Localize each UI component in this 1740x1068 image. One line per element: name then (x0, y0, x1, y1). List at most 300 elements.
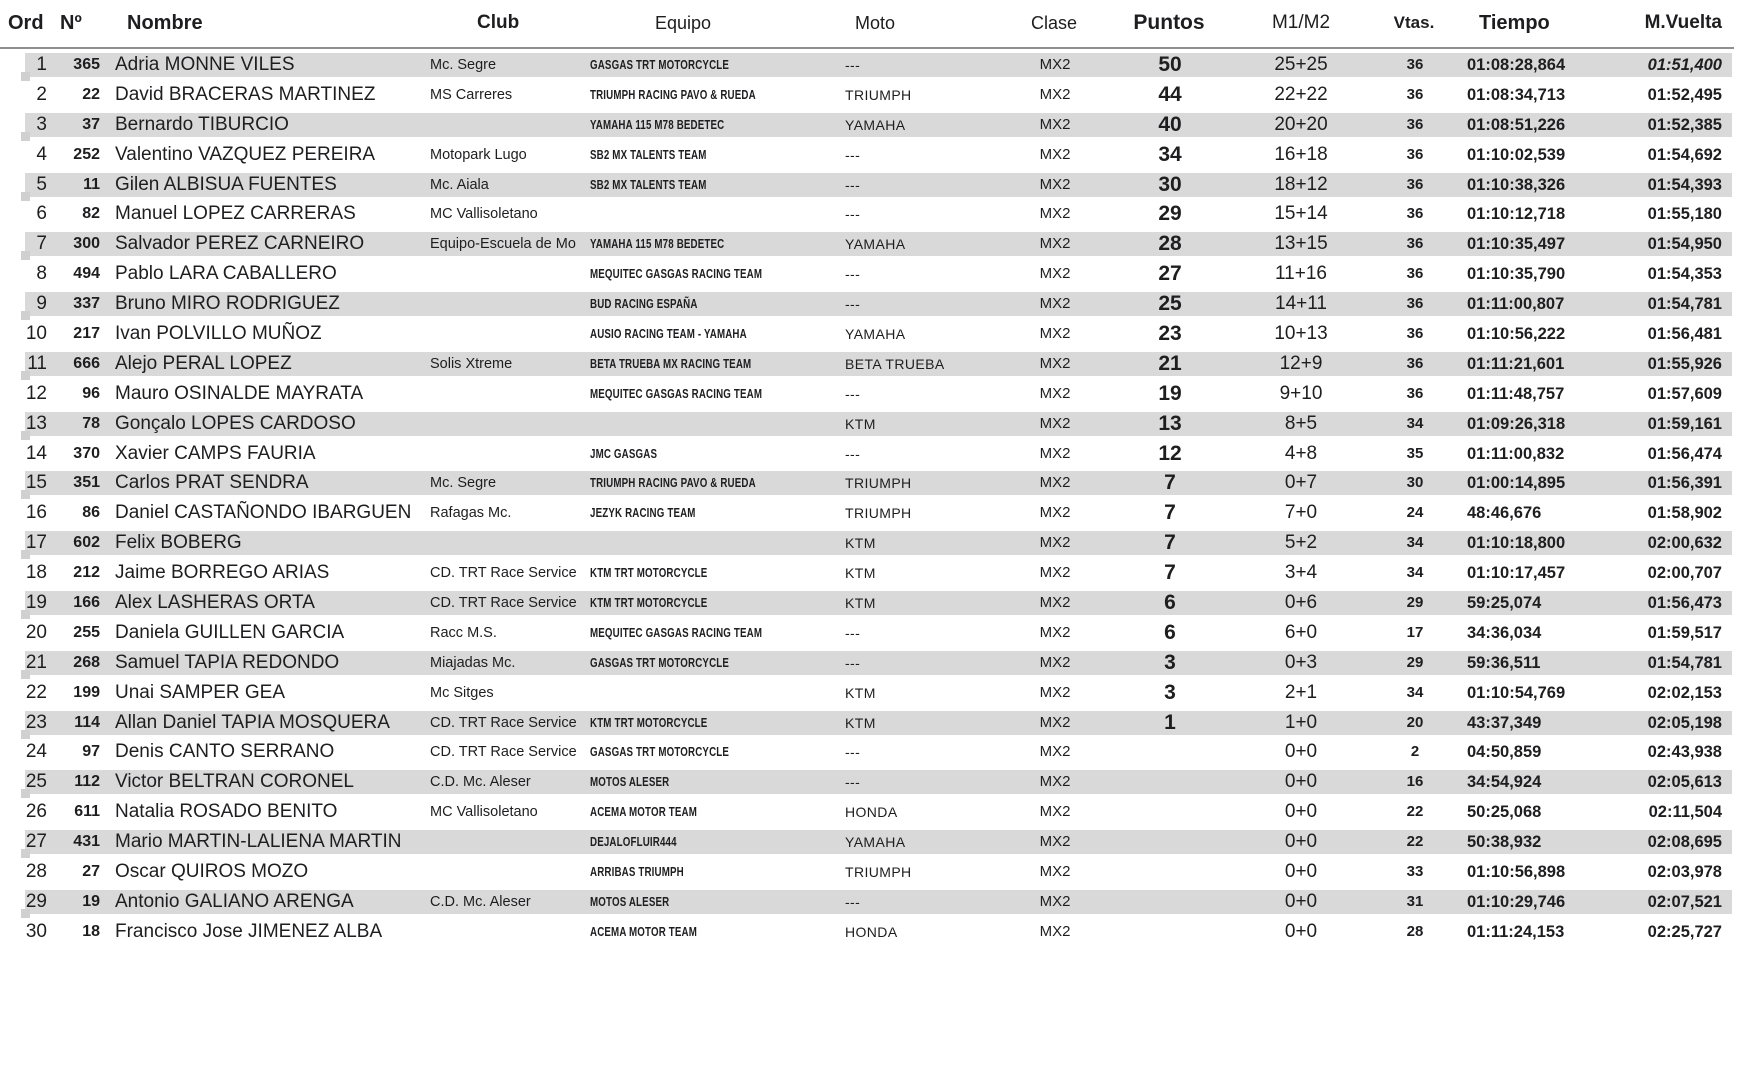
cell-best-lap: 02:11,504 (1648, 803, 1722, 822)
cell-moto: TRIUMPH (845, 86, 912, 103)
table-row (0, 498, 1740, 528)
cell-points: 3 (1164, 680, 1176, 704)
cell-moto: --- (845, 146, 861, 163)
cell-total-time: 01:10:17,457 (1467, 564, 1566, 583)
cell-moto: --- (845, 893, 861, 910)
col-header-class: Clase (1031, 13, 1078, 33)
cell-laps: 36 (1406, 56, 1424, 73)
table-row (0, 917, 1740, 947)
cell-rider-number: 18 (82, 922, 100, 940)
cell-total-time: 59:25,074 (1467, 594, 1542, 613)
cell-rider-number: 37 (82, 115, 100, 133)
cell-team: MEQUITEC GASGAS RACING TEAM (590, 625, 763, 640)
table-body (0, 50, 1740, 947)
cell-club: CD. TRT Race Service (430, 565, 577, 582)
cell-club: C.D. Mc. Aleser (430, 893, 531, 910)
cell-points: 23 (1158, 322, 1182, 346)
cell-rider-name: Allan Daniel TAPIA MOSQUERA (115, 711, 390, 733)
col-header-laps: Vtas. (1393, 13, 1435, 32)
cell-rider-name: Felix BOBERG (115, 532, 242, 554)
cell-rider-name: Alex LASHERAS ORTA (115, 592, 315, 614)
cell-total-time: 01:10:18,800 (1467, 534, 1566, 553)
cell-rider-name: Ivan POLVILLO MUÑOZ (115, 323, 322, 345)
cell-rider-number: 268 (73, 653, 100, 671)
cell-rider-name: Natalia ROSADO BENITO (115, 801, 338, 823)
cell-laps: 34 (1406, 414, 1424, 432)
cell-best-lap: 01:56,474 (1647, 444, 1722, 463)
cell-total-time: 50:25,068 (1467, 803, 1542, 822)
cell-moto: YAMAHA (845, 326, 906, 343)
cell-moto: BETA TRUEBA (845, 355, 945, 372)
cell-best-lap: 01:54,393 (1647, 175, 1722, 194)
cell-points: 27 (1158, 262, 1182, 286)
cell-m1m2: 0+0 (1284, 741, 1318, 763)
cell-rider-number: 166 (73, 594, 100, 612)
cell-rider-name: Salvador PEREZ CARNEIRO (115, 233, 365, 255)
cell-class: MX2 (1039, 145, 1071, 163)
cell-moto: KTM (845, 595, 876, 612)
col-header-m1m2: M1/M2 (1271, 12, 1331, 33)
cell-position: 27 (25, 831, 47, 853)
cell-points: 50 (1158, 53, 1182, 76)
cell-total-time: 34:36,034 (1467, 623, 1542, 642)
cell-rider-number: 337 (73, 295, 100, 313)
cell-best-lap: 01:59,517 (1647, 623, 1722, 642)
cell-points: 12 (1158, 441, 1182, 465)
cell-class: MX2 (1039, 325, 1071, 343)
cell-position: 16 (25, 502, 47, 524)
cell-position: 3 (36, 113, 47, 135)
cell-total-time: 48:46,676 (1467, 504, 1542, 523)
cell-position: 20 (25, 621, 47, 643)
cell-moto: YAMAHA (845, 116, 906, 133)
col-header-club: Club (477, 12, 520, 33)
cell-rider-name: Mario MARTIN-LALIENA MARTIN (115, 831, 402, 853)
cell-team: JMC GASGAS (590, 446, 658, 461)
cell-position: 15 (25, 472, 47, 494)
cell-team: YAMAHA 115 M78 BEDETEC (590, 117, 725, 132)
cell-class: MX2 (1039, 414, 1071, 432)
cell-points: 34 (1158, 142, 1182, 166)
cell-moto: --- (845, 744, 861, 761)
table-header (0, 0, 1734, 49)
cell-best-lap: 01:52,385 (1647, 115, 1722, 134)
cell-team: JEZYK RACING TEAM (590, 506, 696, 521)
table-row (0, 708, 1740, 738)
cell-rider-name: Jaime BORREGO ARIAS (115, 562, 330, 584)
cell-best-lap: 02:05,198 (1647, 713, 1722, 732)
cell-class: MX2 (1039, 175, 1071, 193)
cell-rider-number: 300 (73, 235, 100, 253)
cell-position: 9 (36, 293, 47, 315)
cell-team: YAMAHA 115 M78 BEDETEC (590, 237, 725, 252)
cell-moto: TRIUMPH (845, 505, 912, 522)
cell-moto: --- (845, 176, 861, 193)
cell-rider-name: Pablo LARA CABALLERO (115, 263, 337, 285)
cell-class: MX2 (1039, 653, 1071, 671)
cell-rider-name: Francisco Jose JIMENEZ ALBA (115, 920, 383, 942)
cell-laps: 36 (1406, 85, 1424, 103)
cell-class: MX2 (1039, 56, 1071, 73)
cell-moto: --- (845, 385, 861, 402)
cell-points: 13 (1158, 411, 1182, 435)
cell-class: MX2 (1039, 354, 1071, 372)
cell-rider-number: 97 (82, 743, 100, 761)
table-row (0, 199, 1740, 229)
cell-position: 23 (25, 711, 47, 733)
cell-position: 25 (25, 771, 47, 793)
cell-club: CD. TRT Race Service (430, 744, 577, 761)
cell-points: 25 (1158, 292, 1182, 316)
cell-laps: 36 (1406, 265, 1424, 283)
table-row (0, 439, 1740, 469)
cell-total-time: 59:36,511 (1467, 653, 1541, 672)
cell-club: C.D. Mc. Aleser (430, 774, 531, 791)
cell-rider-number: 96 (82, 384, 100, 402)
cell-class: MX2 (1039, 235, 1071, 253)
cell-total-time: 01:10:56,898 (1467, 863, 1566, 882)
cell-m1m2: 0+7 (1284, 472, 1318, 494)
cell-position: 24 (25, 741, 47, 763)
cell-position: 14 (25, 442, 47, 464)
cell-best-lap: 01:59,161 (1647, 414, 1722, 433)
cell-club: Miajadas Mc. (430, 654, 516, 671)
cell-rider-number: 666 (73, 354, 100, 372)
cell-class: MX2 (1039, 115, 1071, 133)
cell-best-lap: 01:54,353 (1647, 265, 1722, 284)
cell-club: MC Vallisoletano (430, 804, 538, 821)
table-row (0, 170, 1740, 200)
cell-position: 5 (36, 173, 47, 195)
cell-laps: 33 (1406, 863, 1424, 881)
cell-rider-number: 212 (73, 564, 100, 582)
cell-moto: --- (845, 654, 861, 671)
cell-m1m2: 18+12 (1274, 173, 1328, 195)
cell-rider-name: Carlos PRAT SENDRA (115, 472, 309, 494)
cell-best-lap: 02:07,521 (1647, 892, 1722, 911)
cell-laps: 36 (1406, 115, 1424, 133)
cell-position: 10 (25, 323, 47, 345)
cell-rider-number: 78 (82, 414, 100, 432)
cell-m1m2: 8+5 (1284, 412, 1318, 434)
cell-team: ARRIBAS TRIUMPH (590, 865, 684, 880)
cell-club: Racc M.S. (430, 624, 497, 641)
cell-m1m2: 0+0 (1284, 920, 1318, 942)
cell-moto: --- (845, 266, 861, 283)
cell-team: MEQUITEC GASGAS RACING TEAM (590, 267, 763, 282)
cell-best-lap: 02:00,707 (1647, 564, 1722, 583)
cell-rider-number: 365 (73, 56, 100, 73)
table-row (0, 110, 1740, 140)
table-row (0, 229, 1740, 259)
cell-position: 28 (25, 861, 47, 883)
cell-m1m2: 12+9 (1279, 352, 1323, 374)
col-header-name: Nombre (127, 12, 203, 34)
cell-class: MX2 (1039, 265, 1071, 283)
cell-moto: --- (845, 624, 861, 641)
cell-points: 28 (1158, 232, 1182, 256)
cell-m1m2: 10+13 (1274, 323, 1328, 345)
col-header-team: Equipo (655, 13, 712, 33)
cell-total-time: 01:10:12,718 (1467, 205, 1566, 224)
cell-m1m2: 11+16 (1275, 263, 1327, 285)
table-row (0, 409, 1740, 439)
cell-total-time: 04:50,859 (1467, 743, 1542, 762)
cell-class: MX2 (1039, 594, 1071, 612)
cell-rider-name: Manuel LOPEZ CARRERAS (115, 203, 356, 225)
cell-m1m2: 14+11 (1275, 293, 1327, 315)
cell-position: 22 (25, 681, 47, 703)
cell-laps: 30 (1406, 474, 1424, 492)
cell-moto: KTM (845, 565, 876, 582)
table-row (0, 588, 1740, 618)
cell-total-time: 01:09:26,318 (1467, 414, 1566, 433)
cell-position: 13 (25, 412, 47, 434)
cell-total-time: 01:11:48,757 (1467, 384, 1565, 403)
cell-team: BETA TRUEBA MX RACING TEAM (590, 356, 752, 371)
cell-laps: 20 (1406, 713, 1424, 731)
cell-rider-number: 494 (73, 265, 100, 283)
cell-total-time: 01:10:54,769 (1467, 683, 1566, 702)
table-row (0, 140, 1740, 170)
cell-team: KTM TRT MOTORCYCLE (590, 596, 708, 611)
cell-best-lap: 02:25,727 (1647, 922, 1722, 941)
cell-total-time: 01:00:14,895 (1467, 474, 1566, 493)
cell-laps: 17 (1406, 623, 1424, 641)
table-row (0, 259, 1740, 289)
cell-rider-name: Oscar QUIROS MOZO (115, 861, 309, 883)
cell-best-lap: 02:02,153 (1647, 683, 1722, 702)
cell-position: 26 (25, 801, 47, 823)
cell-total-time: 43:37,349 (1467, 713, 1542, 732)
cell-moto: KTM (845, 714, 876, 731)
cell-position: 6 (36, 203, 47, 225)
cell-club: Mc. Segre (430, 475, 497, 492)
cell-total-time: 01:11:00,807 (1467, 295, 1565, 314)
cell-rider-number: 19 (82, 892, 100, 910)
cell-points: 7 (1164, 531, 1176, 555)
cell-rider-name: Samuel TAPIA REDONDO (115, 651, 340, 673)
cell-m1m2: 0+6 (1284, 592, 1318, 614)
cell-laps: 34 (1406, 564, 1424, 582)
cell-position: 12 (25, 382, 47, 404)
cell-team: GASGAS TRT MOTORCYCLE (590, 745, 730, 760)
cell-points: 19 (1158, 381, 1182, 405)
cell-club: Mc. Aiala (430, 176, 489, 193)
cell-rider-name: David BRACERAS MARTINEZ (115, 83, 376, 105)
cell-best-lap: 02:03,978 (1647, 863, 1722, 882)
cell-best-lap: 01:55,926 (1647, 354, 1722, 373)
col-header-moto: Moto (855, 13, 896, 33)
col-header-time: Tiempo (1479, 12, 1550, 34)
cell-points: 1 (1164, 710, 1176, 734)
cell-team: MOTOS ALESER (590, 894, 670, 909)
cell-laps: 36 (1406, 205, 1424, 223)
cell-points: 29 (1158, 202, 1182, 226)
cell-moto: --- (845, 206, 861, 223)
cell-laps: 36 (1406, 295, 1424, 313)
cell-rider-number: 199 (73, 683, 100, 701)
cell-club: Mc Sitges (430, 684, 494, 701)
cell-class: MX2 (1039, 773, 1071, 791)
cell-best-lap: 01:58,902 (1647, 504, 1722, 523)
cell-points: 30 (1158, 172, 1182, 196)
cell-class: MX2 (1039, 743, 1071, 761)
table-row (0, 80, 1740, 110)
cell-moto: --- (845, 445, 861, 462)
table-row (0, 50, 1740, 80)
table-row (0, 648, 1740, 678)
cell-position: 4 (36, 143, 47, 165)
cell-team: MOTOS ALESER (590, 775, 670, 790)
cell-rider-number: 11 (83, 175, 100, 193)
cell-class: MX2 (1039, 683, 1071, 701)
cell-total-time: 01:11:24,153 (1467, 922, 1565, 941)
cell-team: GASGAS TRT MOTORCYCLE (590, 58, 730, 72)
cell-rider-name: Daniela GUILLEN GARCIA (115, 621, 345, 643)
cell-points: 40 (1158, 112, 1182, 136)
cell-team: BUD RACING ESPAÑA (590, 297, 698, 312)
cell-laps: 36 (1406, 325, 1424, 343)
col-header-bestlap: M.Vuelta (1644, 12, 1722, 33)
cell-m1m2: 1+0 (1284, 711, 1318, 733)
cell-position: 18 (25, 562, 47, 584)
cell-rider-number: 370 (73, 444, 100, 462)
cell-class: MX2 (1039, 474, 1071, 492)
cell-points: 7 (1164, 471, 1176, 495)
cell-best-lap: 01:52,495 (1647, 85, 1722, 104)
table-row (0, 767, 1740, 797)
cell-m1m2: 4+8 (1284, 442, 1318, 464)
cell-total-time: 01:08:51,226 (1467, 115, 1566, 134)
table-row (0, 349, 1740, 379)
cell-m1m2: 16+18 (1274, 143, 1328, 165)
cell-total-time: 01:10:38,326 (1467, 175, 1566, 194)
cell-rider-name: Alejo PERAL LOPEZ (115, 352, 292, 374)
table-row (0, 289, 1740, 319)
cell-m1m2: 0+0 (1284, 831, 1318, 853)
cell-class: MX2 (1039, 504, 1071, 522)
cell-rider-number: 22 (82, 85, 100, 103)
cell-rider-name: Xavier CAMPS FAURIA (115, 442, 316, 464)
cell-class: MX2 (1039, 892, 1071, 910)
cell-team: ACEMA MOTOR TEAM (590, 924, 698, 939)
cell-club: Solis Xtreme (430, 355, 513, 372)
cell-m1m2: 2+1 (1284, 681, 1318, 703)
cell-points: 7 (1164, 501, 1176, 525)
cell-best-lap: 01:57,609 (1647, 384, 1722, 403)
cell-team: GASGAS TRT MOTORCYCLE (590, 655, 730, 670)
cell-best-lap: 02:05,613 (1647, 773, 1722, 792)
table-row (0, 468, 1740, 498)
cell-class: MX2 (1039, 922, 1071, 940)
cell-class: MX2 (1039, 623, 1071, 641)
cell-rider-number: 351 (73, 474, 100, 492)
cell-rider-number: 431 (73, 833, 100, 851)
cell-club: MC Vallisoletano (430, 206, 538, 223)
cell-laps: 36 (1406, 145, 1424, 163)
cell-rider-name: Antonio GALIANO ARENGA (115, 890, 354, 912)
cell-position: 30 (25, 920, 47, 942)
cell-laps: 16 (1406, 773, 1424, 791)
cell-laps: 36 (1406, 175, 1424, 193)
cell-m1m2: 3+4 (1284, 562, 1318, 584)
cell-team: SB2 MX TALENTS TEAM (590, 147, 707, 162)
cell-best-lap: 01:54,950 (1647, 235, 1722, 254)
cell-total-time: 50:38,932 (1467, 833, 1542, 852)
cell-club: Motopark Lugo (430, 146, 527, 163)
cell-moto: KTM (845, 684, 876, 701)
cell-total-time: 01:10:35,790 (1467, 265, 1566, 284)
cell-club: CD. TRT Race Service (430, 595, 577, 612)
cell-m1m2: 0+0 (1284, 801, 1318, 823)
cell-rider-number: 112 (74, 773, 100, 791)
cell-laps: 28 (1406, 922, 1424, 940)
cell-m1m2: 5+2 (1284, 532, 1318, 554)
table-row (0, 678, 1740, 708)
cell-position: 21 (25, 651, 47, 673)
cell-m1m2: 22+22 (1274, 83, 1328, 105)
cell-moto: HONDA (845, 804, 898, 821)
table-row (0, 857, 1740, 887)
cell-moto: --- (845, 57, 861, 73)
cell-points: 21 (1158, 351, 1182, 375)
cell-club: MS Carreres (430, 86, 513, 103)
cell-rider-number: 27 (82, 863, 100, 881)
cell-rider-name: Bruno MIRO RODRIGUEZ (115, 293, 340, 315)
table-row (0, 618, 1740, 648)
cell-moto: TRIUMPH (845, 864, 912, 881)
cell-m1m2: 0+3 (1284, 651, 1318, 673)
cell-team: MEQUITEC GASGAS RACING TEAM (590, 386, 763, 401)
cell-moto: KTM (845, 415, 876, 432)
cell-best-lap: 02:43,938 (1647, 743, 1722, 762)
cell-team: KTM TRT MOTORCYCLE (590, 566, 708, 581)
cell-rider-name: Daniel CASTAÑONDO IBARGUEN (115, 502, 412, 524)
cell-moto: YAMAHA (845, 834, 906, 851)
cell-total-time: 01:08:28,864 (1467, 56, 1566, 74)
col-header-points: Puntos (1133, 11, 1205, 34)
cell-total-time: 01:10:35,497 (1467, 235, 1566, 254)
table-row (0, 887, 1740, 917)
table-row (0, 379, 1740, 409)
cell-laps: 24 (1406, 504, 1424, 522)
cell-team: SB2 MX TALENTS TEAM (590, 177, 707, 192)
cell-class: MX2 (1039, 85, 1071, 103)
cell-rider-name: Gonçalo LOPES CARDOSO (115, 412, 356, 434)
cell-m1m2: 20+20 (1274, 113, 1328, 135)
table-row (0, 797, 1740, 827)
cell-moto: YAMAHA (845, 236, 906, 253)
cell-rider-number: 114 (74, 713, 100, 731)
cell-team: AUSIO RACING TEAM - YAMAHA (590, 327, 747, 342)
cell-rider-name: Mauro OSINALDE MAYRATA (115, 382, 364, 404)
cell-position: 1 (36, 54, 47, 75)
cell-rider-name: Denis CANTO SERRANO (115, 741, 335, 763)
cell-position: 29 (25, 890, 47, 912)
cell-class: MX2 (1039, 384, 1071, 402)
table-row (0, 319, 1740, 349)
cell-rider-name: Adria MONNE VILES (115, 54, 295, 75)
col-header-ord: Ord (8, 12, 44, 34)
cell-best-lap: 01:54,781 (1647, 295, 1722, 314)
cell-laps: 34 (1406, 534, 1424, 552)
cell-laps: 35 (1406, 444, 1424, 462)
cell-position: 8 (36, 263, 47, 285)
cell-best-lap: 01:51,400 (1647, 56, 1722, 74)
cell-best-lap: 02:08,695 (1647, 833, 1722, 852)
cell-team: DEJALOFLUIR444 (590, 835, 677, 850)
